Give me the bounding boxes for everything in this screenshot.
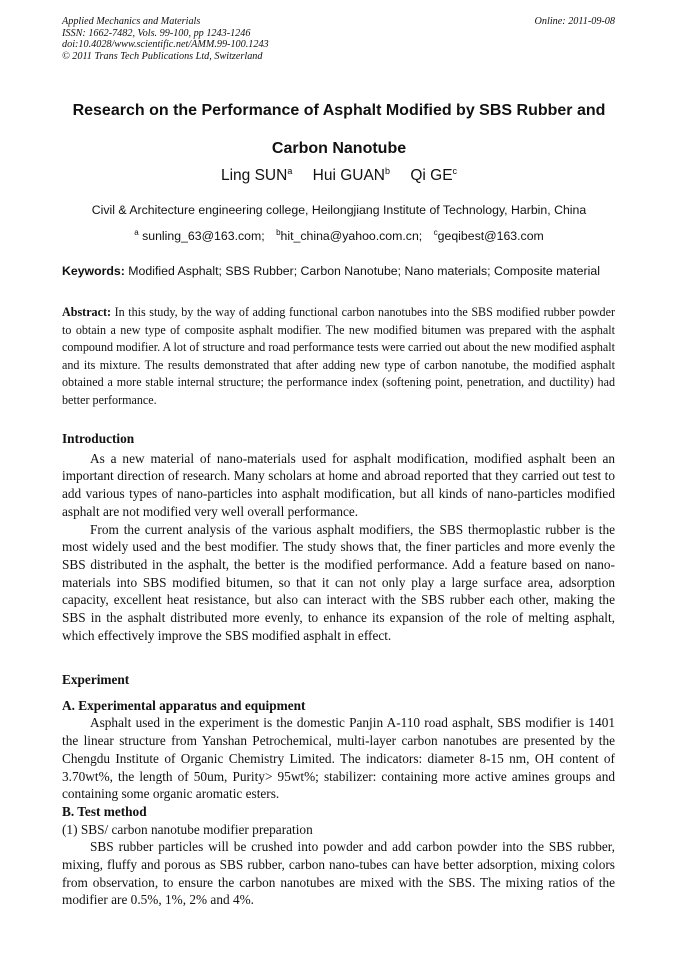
email-entry: [434, 229, 544, 243]
author: [221, 167, 292, 184]
author-affil-mark: c: [452, 166, 458, 176]
abstract-label: Abstract:: [62, 305, 112, 319]
intro-paragraph-2: From the current analysis of the various asphalt modifiers, the SBS thermoplastic rubber is the most widely used and the best modifier. The study shows that, the finer particles and more evenly the SBS distributed in the asphalt, the better is the modified performance. Add a feature based on nano-materials into SBS modified bitumen, so that it can not only play a large surface area, adsorption capacity, excellent heat resistance, but also can interact with the SBS rubber each other, making the SBS in the asphalt distributed more evenly, to enhance its expansion of the role of melting asphalt, which effectively improve the SBS modified asphalt in effect.: [62, 521, 615, 643]
test-method-paragraph: SBS rubber particles will be crushed into powder and add carbon powder into the SBS rubber, mixing, fluffy and porous as SBS rubber, carbon nano-tubes can have better adsorption, mixing colors from observation, to ensure the carbon nanotubes are mixed with the SBS. The mixing ratios of the modifier are 0.5%, 1%, 2% and 4%.: [62, 839, 615, 908]
intro-paragraph-1: As a new material of nano-materials used for asphalt modification, modified asphalt been an important direction of research. Many scholars at home and abroad reported that they carried out test to add various types of nano-particles into asphalt modification, but all kinds of nano-particles modified asphalt are not modified very well overall performance.: [62, 450, 615, 519]
doi-line: doi:10.4028/www.scientific.net/AMM.99-100.1243: [62, 39, 269, 51]
author-affil-mark: a: [287, 166, 293, 176]
email-address[interactable]: hit_china@yahoo.com.cn;: [280, 229, 423, 243]
apparatus-paragraph: Asphalt used in the experiment is the domestic Panjin A-110 road asphalt, SBS modifier is 1401 the linear structure from Yanshan Petrochemical, multi-layer carbon nanotubes are presented by the Chengdu Institute of Organic Chemistry Limited. The indicators: diameter 8-15 nm, OH content of 3.70wt%, the length of 50um, Purity> 95wt%; stabilizer: containing more active amines groups and containing some organic aromatic esters.: [62, 715, 615, 802]
author-name: Ling SUN: [220, 167, 288, 184]
journal-name: Applied Mechanics and Materials: [62, 16, 201, 27]
keywords-label: Keywords:: [62, 264, 125, 278]
abstract-text: In this study, by the way of adding functional carbon nanotubes into the SBS modified rubber powder to obtain a new type of composite asphalt modifier. The new modified bitumen was prepared with the asphalt compound modifier. A lot of structure and road performance tests were carried out about the new modified asphalt and its mixture. The results demonstrated that after adding new type of carbon nanotube, the modified asphalt obtained a more stable internal structure; the performance index (softening point, penetration, and ductility) had better performance.: [62, 305, 615, 407]
introduction-section: [62, 430, 615, 644]
author: [313, 167, 390, 184]
title-line-1: Research on the Performance of Asphalt Modified by SBS Rubber and: [72, 102, 606, 119]
keywords-text: Modified Asphalt; SBS Rubber; Carbon Nanotube; Nano materials; Composite material: [128, 264, 600, 278]
issn-line: ISSN: 1662-7482, Vols. 99-100, pp 1243-1246: [62, 27, 251, 39]
copyright-line: © 2011 Trans Tech Publications Ltd, Switzerland: [62, 50, 263, 62]
email-entry: [276, 229, 422, 243]
online-date: Online: 2011-09-08: [534, 16, 615, 27]
abstract: [62, 304, 615, 410]
email-address[interactable]: geqibest@163.com: [437, 229, 544, 243]
email-mark: c: [433, 228, 438, 237]
author: [410, 167, 457, 184]
title-line-2: Carbon Nanotube: [271, 140, 407, 157]
email-list: [0, 228, 678, 243]
author-list: [0, 166, 678, 185]
subheading-apparatus: A. Experimental apparatus and equipment: [62, 697, 306, 713]
email-mark: a: [134, 228, 139, 237]
email-entry: [134, 229, 264, 243]
affiliation: Civil & Architecture engineering college, Heilongjiang Institute of Technology, Harbin, China: [91, 203, 587, 217]
section-heading-introduction: Introduction: [62, 431, 135, 446]
subheading-test-method: B. Test method: [62, 803, 147, 819]
journal-header: [62, 16, 615, 62]
author-name: Hui GUAN: [312, 167, 385, 184]
author-name: Qi GE: [410, 167, 453, 184]
experiment-section: [62, 671, 615, 909]
email-mark: b: [276, 228, 281, 237]
author-affil-mark: b: [385, 166, 391, 176]
test-method-item-1: (1) SBS/ carbon nanotube modifier preparation: [62, 821, 313, 837]
section-heading-experiment: Experiment: [62, 672, 130, 687]
email-address[interactable]: sunling_63@163.com;: [142, 229, 265, 243]
paper-title: [40, 92, 638, 168]
keywords: [62, 264, 618, 278]
